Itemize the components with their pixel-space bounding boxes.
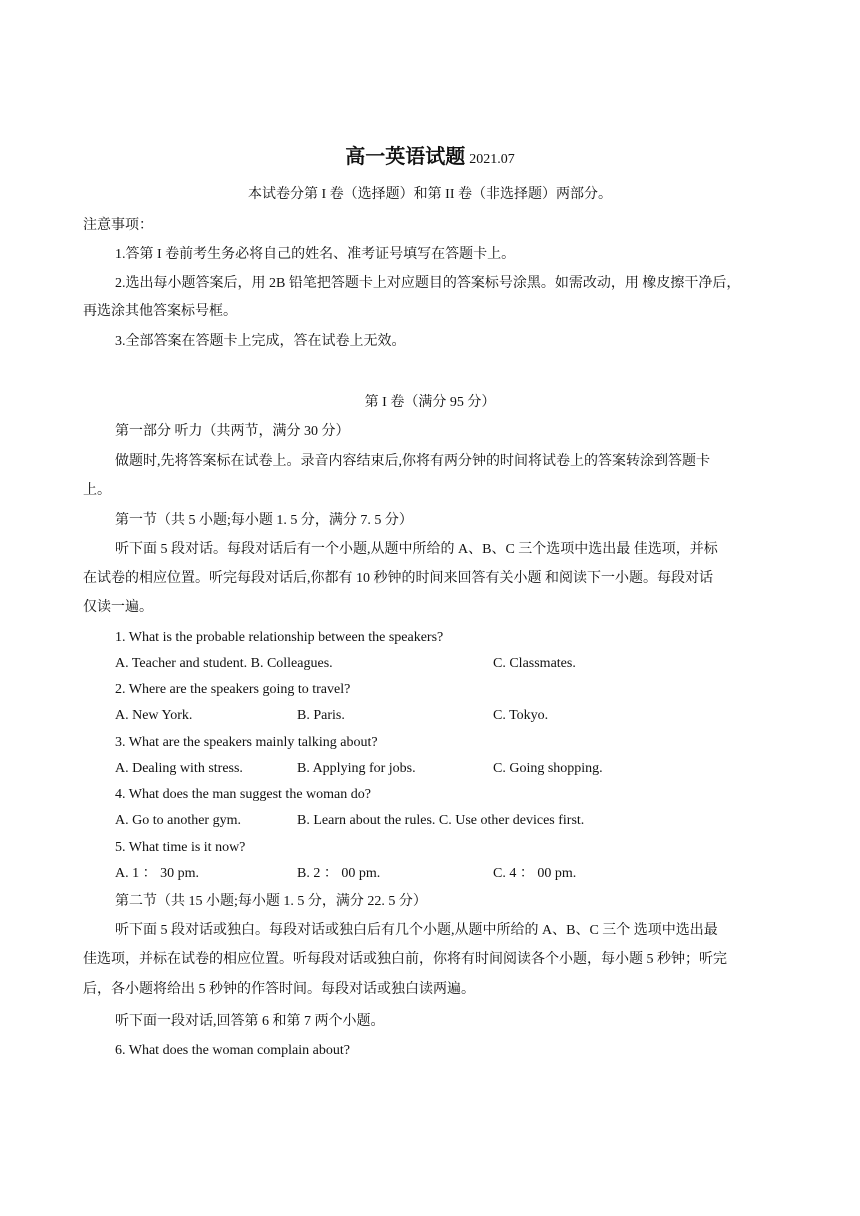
exam-title [0,142,860,174]
dialogue-1-instruction: 听下面一段对话,回答第 6 和第 7 两个小题。 [115,1014,385,1029]
part1-instruction-line-1: 做题时,先将答案标在试卷上。录音内容结束后,你将有两分钟的时间将试卷上的答案转涂到答题卡 [115,454,710,469]
q1-options-ab: A. Teacher and student. B. Colleagues. [115,656,333,671]
q3-option-c: C. Going shopping. [493,761,603,776]
section1-instruction-line-1: 听下面 5 段对话。每段对话后有一个小题,从题中所给的 A、B、C 三个选项中选出最 佳选项，并标 [115,542,718,557]
exam-date: 2021.07 [469,152,515,167]
question-5: 5. What time is it now? [115,840,246,855]
q3-option-a: A. Dealing with stress. [115,761,243,776]
section2-instruction-line-1: 听下面 5 段对话或独白。每段对话或独白后有几个小题,从题中所给的 A、B、C 三个 选项中选出最 [115,923,718,938]
q2-option-b: B. Paris. [297,708,345,723]
section1-instruction-line-2: 在试卷的相应位置。听完每段对话后,你都有 10 秒钟的时间来回答有关小题 和阅读下一小题。每段对话 [83,571,713,586]
q1-option-c: C. Classmates. [493,656,576,671]
q5-option-c: C. 4 ： 00 pm. [493,866,577,881]
notes-heading: 注意事项： [83,218,153,233]
section1-heading: 第一节（共 5 小题;每小题 1. 5 分，满分 7. 5 分） [115,513,413,528]
note-item-2-line-1: 2.选出每小题答案后，用 2B 铅笔把答题卡上对应题目的答案标号涂黑。如需改动，用 橡皮擦干净后， [115,276,741,291]
part1-instruction-line-2: 上。 [83,483,111,498]
q4-option-a: A. Go to another gym. [115,813,241,828]
question-2: 2. Where are the speakers going to travel? [115,682,351,697]
note-item-3: 3.全部答案在答题卡上完成，答在试卷上无效。 [115,334,406,349]
q2-option-c: C. Tokyo. [493,708,549,723]
note-item-2-line-2: 再选涂其他答案标号框。 [83,304,237,319]
exam-subtitle: 本试卷分第 I 卷（选择题）和第 II 卷（非选择题）两部分。 [248,187,612,202]
note-item-1: 1.答第 I 卷前考生务必将自己的姓名、准考证号填写在答题卡上。 [115,247,516,262]
section2-heading: 第二节（共 15 小题;每小题 1. 5 分，满分 22. 5 分） [115,894,427,909]
question-6: 6. What does the woman complain about? [115,1043,350,1058]
question-3: 3. What are the speakers mainly talking about? [115,735,378,750]
section2-instruction-line-3: 后，各小题将给出 5 秒钟的作答时间。每段对话或独白读两遍。 [83,982,475,997]
volume-heading: 第 I 卷（满分 95 分） [364,395,496,410]
question-1: 1. What is the probable relationship between the speakers? [115,630,444,645]
q5-option-a: A. 1 ： 30 pm. [115,866,199,881]
section2-instruction-line-2: 佳选项，并标在试卷的相应位置。听每段对话或独白前，你将有时间阅读各个小题，每小题 5 秒钟；听完 [83,952,727,967]
question-4: 4. What does the man suggest the woman do? [115,787,371,802]
q3-option-b: B. Applying for jobs. [297,761,416,776]
q4-options-bc: B. Learn about the rules. C. Use other devices first. [297,813,585,828]
part1-heading: 第一部分 听力（共两节，满分 30 分） [115,424,350,439]
q2-option-a: A. New York. [115,708,193,723]
title-text: 高一英语试题 [345,144,466,168]
q5-option-b: B. 2 ： 00 pm. [297,866,381,881]
section1-instruction-line-3: 仅读一遍。 [83,600,153,615]
